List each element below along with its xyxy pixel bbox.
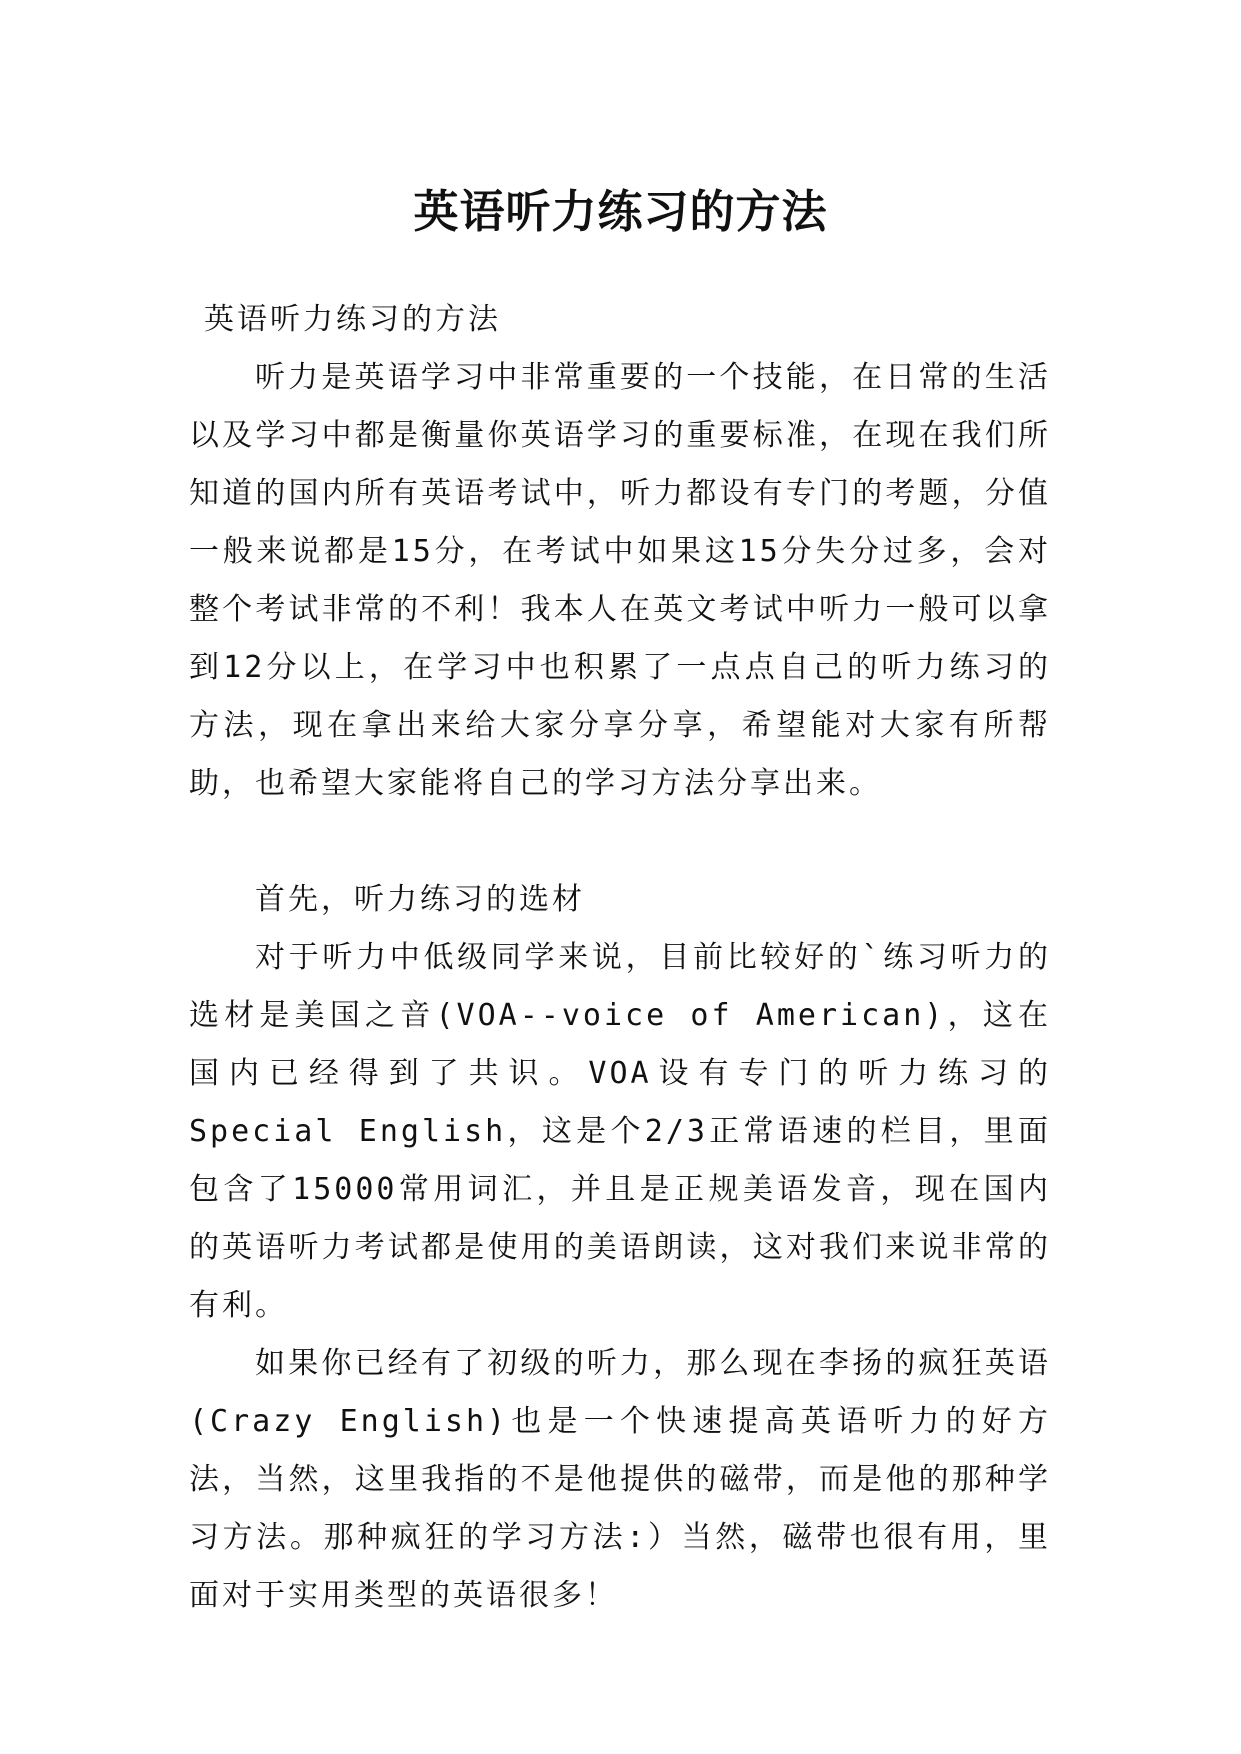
intro-paragraph: 听力是英语学习中非常重要的一个技能，在日常的生活以及学习中都是衡量你英语学习的重要标准，在现在我们所知道的国内所有英语考试中，听力都设有专门的考题，分值一般来说都是15分，在考试中如果这15分失分过多，会对整个考试非常的不利！我本人在英文考试中听力一般可以拿到12分以上，在学习中也积累了一点点自己的听力练习的方法，现在拿出来给大家分享分享，希望能对大家有所帮助，也希望大家能将自己的学习方法分享出来。 bbox=[189, 360, 1051, 801]
document-title: 英语听力练习的方法 bbox=[413, 185, 828, 239]
section-heading: 首先，听力练习的选材 bbox=[255, 882, 585, 917]
document-subtitle: 英语听力练习的方法 bbox=[204, 302, 501, 337]
paragraph-gap bbox=[189, 813, 1051, 871]
crazy-english-paragraph: 如果你已经有了初级的听力，那么现在李扬的疯狂英语(Crazy English)也是一个快速提高英语听力的好方法，当然，这里我指的不是他提供的磁带，而是他的那种学习方法。那种疯狂的学习方法:）当然，磁带也很有用，里面对于实用类型的英语很多！ bbox=[189, 1346, 1051, 1613]
document-body bbox=[189, 291, 1051, 1625]
materials-paragraph: 对于听力中低级同学来说，目前比较好的`练习听力的选材是美国之音(VOA--voice of American)，这在国内已经得到了共识。VOA设有专门的听力练习的Special English，这是个2/3正常语速的栏目，里面包含了15000常用词汇，并且是正规美语发音，现在国内的英语听力考试都是使用的美语朗读，这对我们来说非常的有利。 bbox=[189, 940, 1051, 1323]
